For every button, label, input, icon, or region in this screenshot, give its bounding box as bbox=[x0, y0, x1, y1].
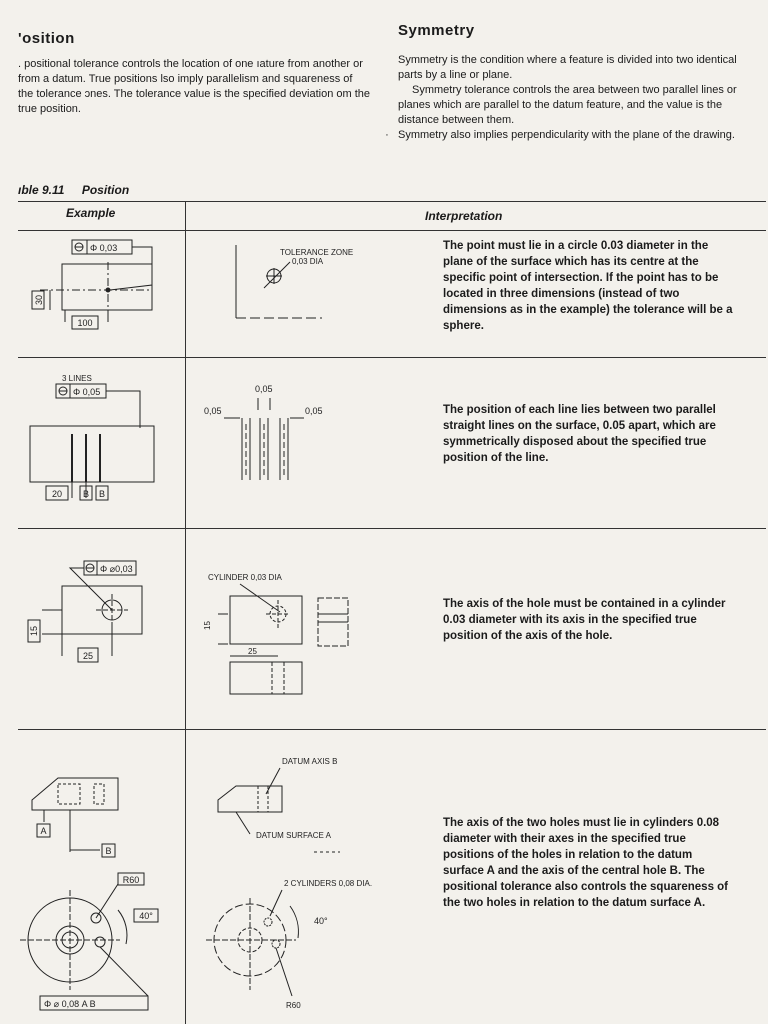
table-caption-title: Position bbox=[81, 183, 130, 197]
basic-dim-label: 20 bbox=[51, 489, 63, 499]
tolerance-zone-value: 0,03 DIA bbox=[292, 257, 324, 266]
basic-spacing-2: B bbox=[98, 489, 106, 499]
row-2-interpretation-drawing bbox=[204, 384, 323, 480]
basic-spacing-1: B bbox=[82, 489, 90, 499]
lines-count-label: 3 LINES bbox=[62, 374, 92, 383]
cylinder-dim-horizontal: 25 bbox=[248, 647, 257, 656]
row-4-interpretation-drawing bbox=[206, 757, 372, 1010]
basic-dim-vertical: 30 bbox=[34, 294, 44, 306]
row-3-interpretation: The axis of the hole must be contained in a cylinder 0.03 diameter with its axis in the specified true position of the axis of the hole. bbox=[443, 598, 726, 642]
frame-label: Φ 0,03 bbox=[90, 243, 118, 253]
row-1-interpretation-drawing bbox=[236, 245, 353, 318]
angle-label-2: 40° bbox=[314, 916, 328, 926]
row-3-example-drawing bbox=[28, 561, 142, 662]
cylinder-zone-label: CYLINDER 0,03 DIA bbox=[208, 573, 282, 582]
row-1-interpretation: The point must lie in a circle 0.03 diameter in the plane of the surface which has its centre at the specific point of intersection. If the point has to be located in three dimensions (instead of two dimensions as in the example) the tolerance will be a sphere. bbox=[443, 240, 733, 332]
zone-width-left: 0,05 bbox=[204, 406, 222, 416]
header-example: Example bbox=[66, 206, 116, 220]
row-2-interpretation: The position of each line lies between two parallel straight lines on the surface, 0.05 apart, which are symmetrically disposed about the specified true position of the line. bbox=[443, 404, 716, 464]
datum-a-label: A bbox=[40, 826, 47, 836]
row-3-interpretation-drawing bbox=[203, 573, 348, 694]
basic-dim-vertical: 15 bbox=[29, 625, 39, 637]
frame-label: Φ ⌀0,03 bbox=[100, 564, 133, 574]
zone-width-right: 0,05 bbox=[305, 406, 323, 416]
cylinders-label: 2 CYLINDERS 0,08 DIA. bbox=[284, 879, 373, 888]
datum-b-label: B bbox=[105, 846, 112, 856]
datum-surface-label: DATUM SURFACE A bbox=[256, 831, 331, 840]
row-2-example-drawing bbox=[30, 374, 154, 500]
datum-axis-label: DATUM AXIS B bbox=[282, 757, 338, 766]
basic-dim-horizontal: 25 bbox=[82, 651, 94, 661]
row-1-example-drawing bbox=[32, 240, 152, 329]
table-caption-number: ıble 9.11 bbox=[18, 183, 65, 197]
cylinder-dim-vertical: 15 bbox=[203, 621, 212, 630]
bullet-dot-icon: · bbox=[385, 129, 389, 141]
basic-dim-horizontal: 100 bbox=[77, 318, 93, 328]
symmetry-bullet-text: Symmetry also implies perpendicularity with the plane of the drawing. bbox=[398, 129, 735, 141]
row-4-interpretation: The axis of the two holes must lie in cylinders 0.08 diameter with their axes in the specified true positions of the holes in relation to the datum surface A and the axis of the central hole B. The positional tolerance also controls the squareness of the two holes in relation to the datum surface A. bbox=[443, 817, 729, 909]
position-paragraph: . positional tolerance controls the location of one ıature from another or from a datum. True positions lso imply parallelism and squareness of the tolerance ɔnes. The tolerance value is the specified deviation om the true position. bbox=[18, 58, 371, 115]
symmetry-paragraph-1: Symmetry is the condition where a feature is divided into two identical parts by a line or plane. bbox=[398, 54, 737, 81]
position-heading: 'osition bbox=[18, 30, 75, 47]
row-4-example-drawing bbox=[20, 778, 158, 1010]
radius-label-2: R60 bbox=[286, 1001, 301, 1010]
zone-width-top: 0,05 bbox=[255, 384, 273, 394]
symmetry-paragraph-2: Symmetry tolerance controls the area between two parallel lines or planes which are parallel to the datum feature, and the value is the distance between them. bbox=[398, 84, 737, 126]
frame-label: Φ 0,05 bbox=[73, 387, 101, 397]
frame-label: Φ ⌀ 0,08 A B bbox=[44, 999, 96, 1009]
angle-label: 40° bbox=[139, 911, 153, 921]
header-interpretation: Interpretation bbox=[425, 209, 503, 223]
radius-label: R60 bbox=[122, 875, 140, 885]
symmetry-heading: Symmetry bbox=[398, 22, 475, 39]
tolerance-zone-label: TOLERANCE ZONE bbox=[280, 248, 354, 257]
